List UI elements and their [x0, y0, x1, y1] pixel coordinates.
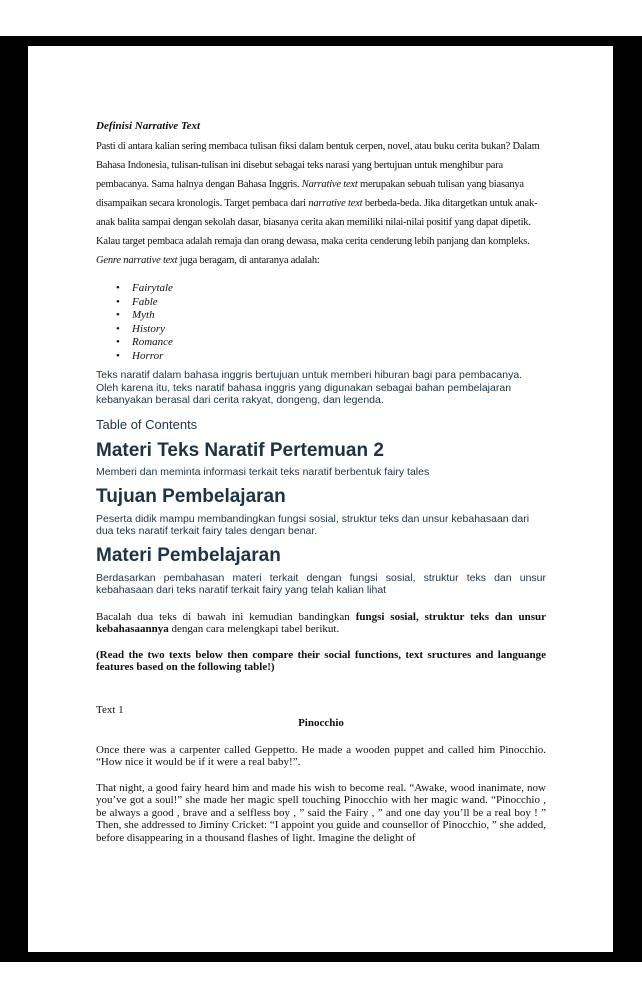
story-title: Pinocchio: [298, 717, 344, 729]
table-of-contents-link[interactable]: Table of Contents: [96, 416, 198, 432]
page-title: Materi Teks Naratif Pertemuan 2: [96, 439, 384, 461]
materials-heading: Materi Pembelajaran: [96, 544, 281, 566]
genre-list: [96, 282, 546, 363]
english-instruction: (Read the two texts below then compare their social functions, text sructures and languange features based on the following table!): [96, 648, 546, 673]
document-frame: [0, 36, 642, 962]
list-item: • Fable: [132, 296, 546, 310]
list-item: • Fairytale: [132, 282, 546, 296]
list-item: • History: [132, 323, 546, 337]
list-item: • Horror: [132, 350, 546, 364]
section-heading: Definisi Narrative Text: [96, 120, 201, 132]
document-page: [28, 46, 613, 952]
purpose-paragraph: Teks naratif dalam bahasa inggris bertujuan untuk memberi hiburan bagi para pembacanya. Oleh karena itu, teks naratif bahasa inggris yang digunakan sebagai bahan pembelajaran kebanyakan berasal dari cerita rakyat, dongeng, dan legenda.: [96, 369, 523, 406]
text-label: Text 1: [96, 703, 124, 716]
materials-text: Berdasarkan pembahasan materi terkait dengan fungsi sosial, struktur teks dan unsur kebahasaan dari teks naratif terkait fairy yang telah kalian lihat: [96, 571, 546, 596]
page-content: [96, 120, 546, 844]
objectives-heading: Tujuan Pembelajaran: [96, 485, 286, 507]
list-item: • Romance: [132, 336, 546, 350]
story-paragraph-1: Once there was a carpenter called Geppetto. He made a wooden puppet and called him Pinocchio. “How nice it would be if it were a real baby!”.: [96, 743, 546, 768]
definition-paragraph: Pasti di antara kalian sering membaca tulisan fiksi dalam bentuk cerpen, novel, atau buku cerita bukan? Dalam Bahasa Indonesia, tulisan-tulisan ini disebut sebagai teks narasi yang bertujuan untuk menghibur para pembacanya. Sama halnya dengan Bahasa Inggris. Narrative text merupakan sebuah tulisan yang biasanya disampaikan secara kronologis. Target pembaca dari narrative text berbeda-beda. Jika ditargetkan untuk anak-anak balita sampai dengan sekolah dasar, biasanya cerita akan memiliki nilai-nilai positif yang dapat dipetik. Kalau target pembaca adalah remaja dan orang dewasa, maka cerita cenderung lebih panjang dan kompleks. Genre narrative text juga beragam, di antaranya adalah:: [96, 141, 540, 266]
meeting-subtitle: Memberi dan meminta informasi terkait teks naratif berbentuk fairy tales: [96, 465, 430, 478]
objectives-text: Peserta didik mampu membandingkan fungsi sosial, struktur teks dan unsur kebahasaan dari dua teks naratif terkait fairy tales dengan benar.: [96, 512, 530, 537]
instruction-paragraph: Bacalah dua teks di bawah ini kemudian bandingkan fungsi sosial, struktur teks dan unsur kebahasaannya dengan cara melengkapi tabel berikut.: [96, 610, 546, 635]
list-item: • Myth: [132, 309, 546, 323]
story-paragraph-2: That night, a good fairy heard him and made his wish to become real. “Awake, wood inanimate, now you’ve got a soul!” she made her magic spell touching Pinocchio with her magic wand. “Pinocchio , be always a good , brave and a selfless boy , ” said the Fairy , ” and one day you’ll be a real boy ! ” Then, she addressed to Jiminy Cricket: “I appoint you guide and counsellor of Pinocchio, ” she added, before disappearing in a thousand flashes of light. Imagine the delight of: [96, 781, 546, 844]
